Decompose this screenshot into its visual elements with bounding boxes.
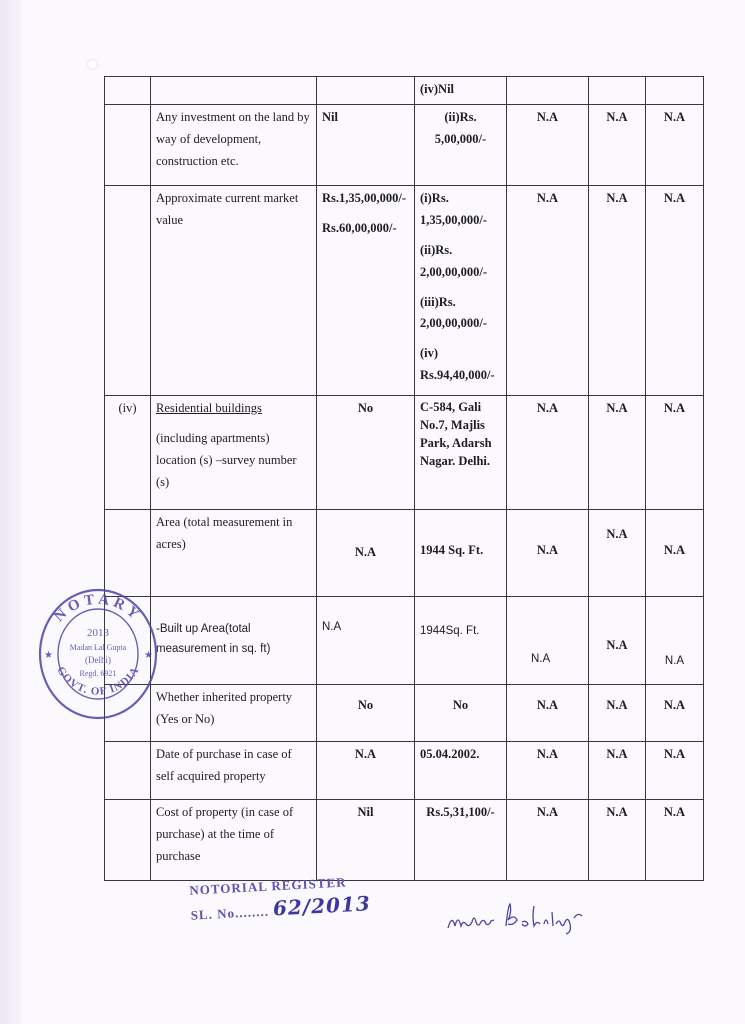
- signature-icon: [444, 898, 594, 938]
- row-label: -Built up Area(total measurement in sq. ft): [151, 597, 317, 685]
- cell-value: Nil: [317, 800, 415, 881]
- register-title: NOTORIAL REGISTER: [189, 874, 347, 898]
- svg-text:★: ★: [144, 650, 153, 661]
- table-row: [105, 105, 704, 186]
- cell-value: [317, 186, 415, 396]
- table-row: [105, 77, 704, 105]
- row-label-heading: Residential buildings: [156, 401, 262, 415]
- cell-value: (iv)Nil: [415, 77, 507, 105]
- row-label: Approximate current market value: [151, 186, 317, 396]
- table-row: [105, 510, 704, 597]
- cell-value: No: [317, 396, 415, 510]
- svg-text:★: ★: [44, 650, 53, 661]
- cell-value: N.A: [589, 510, 646, 597]
- row-label-detail: (including apartments) location (s) –survey number (s): [156, 430, 297, 489]
- notorial-register-stamp: [189, 873, 371, 924]
- stamp-place: (Delhi): [85, 655, 111, 665]
- row-label: [151, 396, 317, 510]
- cell-value: 1944 Sq. Ft.: [415, 510, 507, 597]
- cell-value: N.A: [317, 742, 415, 800]
- stamp-regd: Regd. 6921: [79, 669, 117, 678]
- notary-seal-icon: [34, 580, 162, 725]
- scan-left-edge: [0, 0, 22, 1024]
- cell-value: N.A: [646, 800, 704, 881]
- cell-value: [415, 186, 507, 396]
- row-label: Any investment on the land by way of development, construction etc.: [151, 105, 317, 186]
- cell-value: N.A: [589, 105, 646, 186]
- serial-number: (iv): [105, 396, 151, 510]
- cell-value: N.A: [507, 742, 589, 800]
- cell-value: N.A: [507, 800, 589, 881]
- table-row: [105, 597, 704, 685]
- cell-value: No: [415, 685, 507, 742]
- cell-value: C-584, Gali No.7, Majlis Park, Adarsh Nagar. Delhi.: [415, 396, 507, 510]
- stamp-top-text: NOTARY: [51, 591, 145, 626]
- cell-value: N.A: [507, 685, 589, 742]
- table-row: [105, 685, 704, 742]
- cell-value: 05.04.2002.: [415, 742, 507, 800]
- table-row: [105, 742, 704, 800]
- value-line: (i)Rs. 1,35,00,000/-: [420, 191, 488, 227]
- cell-value: N.A: [507, 105, 589, 186]
- cell-value: N.A: [589, 597, 646, 685]
- cell-value: N.A: [646, 597, 704, 685]
- cell-value: Nil: [317, 105, 415, 186]
- asset-table: [104, 76, 704, 881]
- cell-value: N.A: [507, 396, 589, 510]
- row-label: Whether inherited property (Yes or No): [151, 685, 317, 742]
- cell-value: (ii)Rs. 5,00,000/-: [415, 105, 507, 186]
- cell-value: N.A: [646, 105, 704, 186]
- cell-value: N.A: [646, 186, 704, 396]
- cell-value: N.A: [589, 186, 646, 396]
- cell-value: 1944Sq. Ft.: [415, 597, 507, 685]
- cell-value: N.A: [589, 685, 646, 742]
- cell-value: N.A: [589, 800, 646, 881]
- row-label: Cost of property (in case of purchase) at the time of purchase: [151, 800, 317, 881]
- value-line: (ii)Rs. 2,00,00,000/-: [420, 242, 488, 279]
- cell-value: N.A: [507, 510, 589, 597]
- cell-value: No: [317, 685, 415, 742]
- cell-value: N.A: [589, 396, 646, 510]
- row-label: Date of purchase in case of self acquired property: [151, 742, 317, 800]
- register-serial-label: SL. No........: [190, 903, 270, 923]
- stamp-year: 2013: [87, 627, 109, 639]
- table-row: [105, 800, 704, 881]
- cell-value: N.A: [507, 597, 589, 685]
- table-row: [105, 186, 704, 396]
- cell-value: N.A: [646, 742, 704, 800]
- cell-value: N.A: [646, 510, 704, 597]
- cell-value: N.A: [317, 597, 415, 685]
- stamp-name: Madan Lal Gupta: [69, 643, 127, 652]
- table-row: [105, 396, 704, 510]
- cell-value: N.A: [317, 510, 415, 597]
- handwritten-signature: [444, 898, 594, 938]
- value-line: Rs.60,00,000/-: [322, 220, 397, 235]
- cell-value: N.A: [646, 685, 704, 742]
- value-line: (iii)Rs. 2,00,00,000/-: [420, 294, 488, 331]
- notary-stamp: [34, 580, 162, 725]
- punch-hole: [88, 60, 97, 69]
- cell-value: N.A: [646, 396, 704, 510]
- cell-value: N.A: [589, 742, 646, 800]
- row-label: Area (total measurement in acres): [151, 510, 317, 597]
- stamp-bottom-text: GOVT. OF INDIA: [54, 664, 142, 698]
- cell-value: N.A: [507, 186, 589, 396]
- value-line: (iv) Rs.94,40,000/-: [420, 346, 495, 383]
- value-line: Rs.1,35,00,000/-: [322, 191, 407, 205]
- register-serial-number: 62/2013: [272, 891, 372, 921]
- cell-value: Rs.5,31,100/-: [415, 800, 507, 881]
